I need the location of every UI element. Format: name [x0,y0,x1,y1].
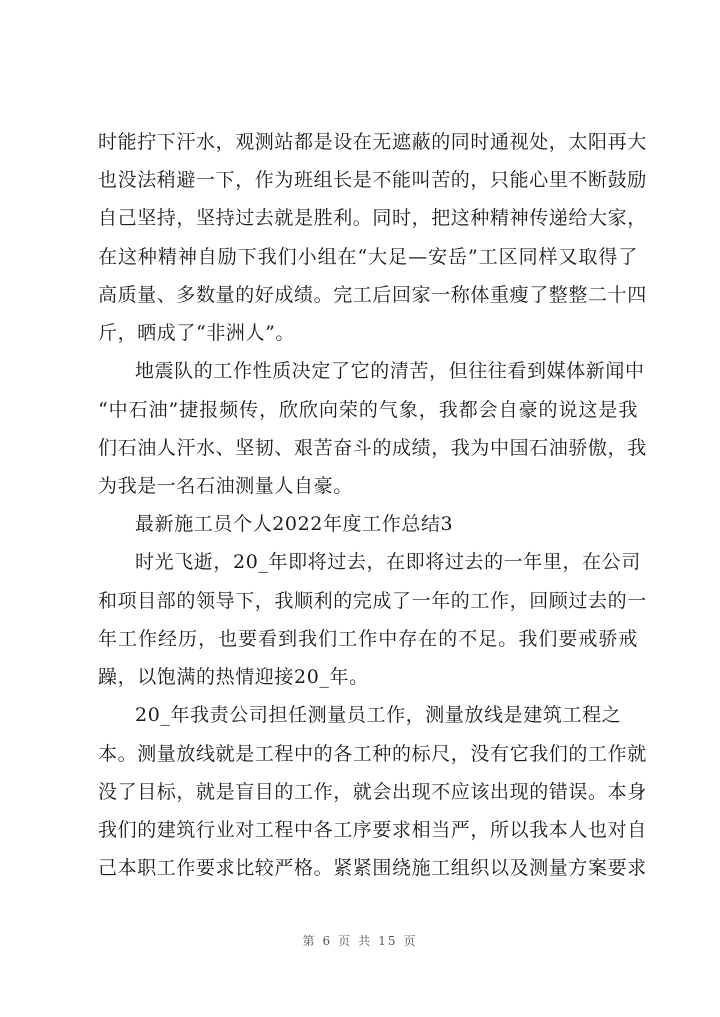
footer-page-unit: 页 [338,934,353,948]
footer-page-number: 6 [322,934,333,948]
text-line: 在这种精神自励下我们小组在“大足—安岳”工区同样又取得了 [98,246,638,268]
paragraph-start-line: 20_年我责公司担任测量员工作，测量放线是建筑工程之 [135,704,622,726]
text-line: 自己坚持，坚持过去就是胜利。同时，把这种精神传递给大家， [98,207,647,229]
text-line: 本。测量放线就是工程中的各工种的标尺，没有它我们的工作就 [98,743,647,765]
footer-total-pages: 15 [378,934,398,948]
text-line: 们石油人汗水、坚韧、艰苦奋斗的成绩，我为中国石油骄傲，我 [98,437,647,459]
footer-page-label: 第 [302,934,317,948]
text-line: 躁，以饱满的热情迎接20_年。 [98,666,369,688]
text-line: 年工作经历，也要看到我们工作中存在的不足。我们要戒骄戒 [98,628,638,650]
text-line: 高质量、多数量的好成绩。完工后回家一称体重瘦了整整二十四 [98,284,647,306]
paragraph-start-line: 地震队的工作性质决定了它的清苦，但往往看到媒体新闻中 [135,360,645,382]
text-line: “中石油”捷报频传，欣欣向荣的气象，我都会自豪的说这是我 [98,399,638,421]
text-line: 和项目部的领导下，我顺利的完成了一年的工作，回顾过去的一 [98,590,647,612]
footer-total-unit: 页 [403,934,418,948]
text-line: 为我是一名石油测量人自豪。 [98,475,353,497]
text-line: 时能拧下汗水，观测站都是设在无遮蔽的同时通视处，太阳再大 [98,131,647,153]
text-line: 也没法稍避一下，作为班组长是不能叫苦的，只能心里不断鼓励 [98,169,647,191]
page-footer [0,932,720,949]
text-line: 没了目标，就是盲目的工作，就会出现不应该出现的错误。本身 [98,781,647,803]
text-line: 己本职工作要求比较严格。紧紧围绕施工组织以及测量方案要求 [98,857,647,879]
section-heading: 最新施工员个人2022年度工作总结3 [135,513,454,535]
paragraph-start-line: 时光飞逝，20_年即将过去，在即将过去的一年里，在公司 [135,551,641,573]
footer-total-label: 共 [358,934,373,948]
text-line: 我们的建筑行业对工程中各工序要求相当严，所以我本人也对自 [98,819,647,841]
text-line: 斤，晒成了“非洲人”。 [98,322,296,344]
